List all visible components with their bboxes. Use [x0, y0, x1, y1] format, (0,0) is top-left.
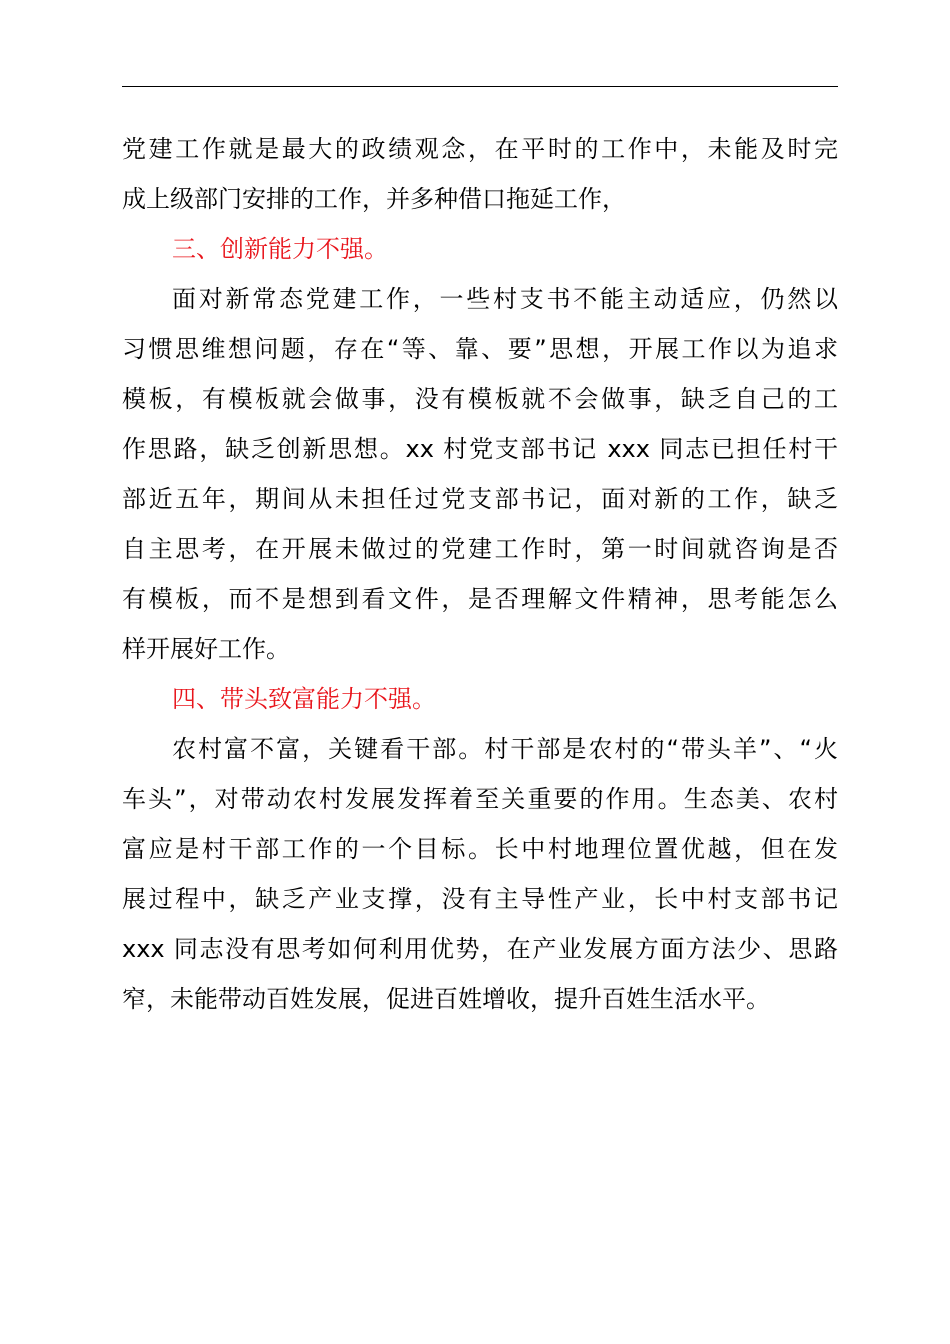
text-line: 作思路，缺乏创新思想。xx 村党支部书记 xxx 同志已担任村干 [122, 435, 838, 463]
text-line: 展过程中，缺乏产业支撑，没有主导性产业，长中村支部书记 [122, 885, 838, 913]
text-line: 农村富不富，关键看干部。村干部是农村的“带头羊”、“火 [172, 735, 838, 763]
text-line: 成上级部门安排的工作，并多种借口拖延工作， [122, 185, 626, 213]
text-line: 窄，未能带动百姓发展，促进百姓增收，提升百姓生活水平。 [122, 985, 770, 1013]
text-line: 习惯思维想问题，存在“等、靠、要”思想，开展工作以为追求 [122, 335, 838, 363]
text-line: 样开展好工作。 [122, 635, 290, 663]
text-line: 车头”，对带动农村发展发挥着至关重要的作用。生态美、农村 [122, 785, 838, 813]
header-rule [122, 86, 838, 87]
text-line: 面对新常态党建工作，一些村支书不能主动适应，仍然以 [172, 285, 838, 313]
document-body [122, 124, 838, 1024]
text-line: 党建工作就是最大的政绩观念，在平时的工作中，未能及时完 [122, 135, 838, 163]
text-line: 自主思考，在开展未做过的党建工作时，第一时间就咨询是否 [122, 535, 838, 563]
text-line: 模板，有模板就会做事，没有模板就不会做事，缺乏自己的工 [122, 385, 838, 413]
section-heading-3: 三、创新能力不强。 [172, 235, 388, 263]
text-line: 有模板，而不是想到看文件，是否理解文件精神，思考能怎么 [122, 585, 838, 613]
text-line: 富应是村干部工作的一个目标。长中村地理位置优越，但在发 [122, 835, 838, 863]
section-heading-4: 四、带头致富能力不强。 [172, 685, 436, 713]
text-line: 部近五年，期间从未担任过党支部书记，面对新的工作，缺乏 [122, 485, 838, 513]
text-line: xxx 同志没有思考如何利用优势，在产业发展方面方法少、思路 [122, 935, 838, 963]
